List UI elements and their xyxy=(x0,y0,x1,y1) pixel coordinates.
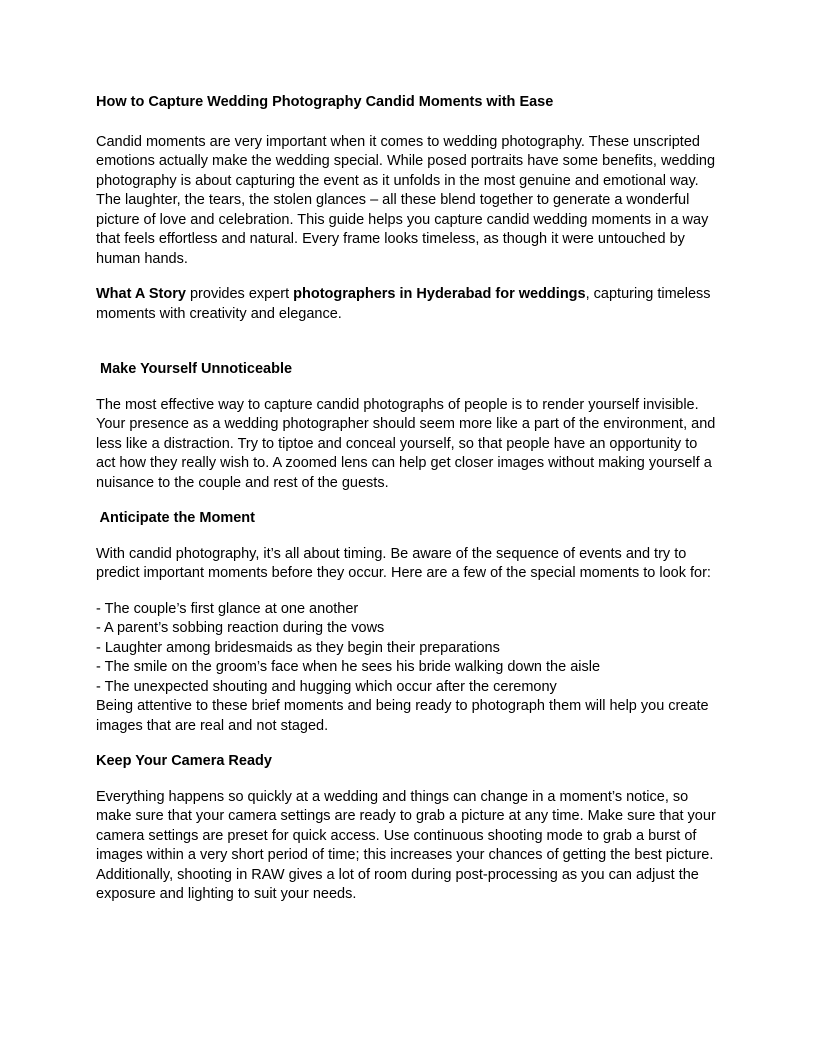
document-title: How to Capture Wedding Photography Candid Moments with Ease xyxy=(96,94,554,110)
moments-list xyxy=(96,600,720,698)
promo-text-1: provides expert xyxy=(185,286,294,302)
brand-name: What A Story xyxy=(96,286,186,302)
list-item: - The unexpected shouting and hugging which occur after the ceremony xyxy=(96,678,557,695)
list-item: - The smile on the groom’s face when he sees his bride walking down the aisle xyxy=(96,659,601,675)
section-body-camera-ready: Everything happens so quickly at a wedding and things can change in a moment’s notice, so make sure that your camera settings are ready to grab a picture at any time. Make sure that your camera settings are preset for quick access. Use continuous shooting mode to grab a burst of images within a very short period of time; this increases your chances of getting the best picture. Additionally, shooting in RAW gives a lot of room during post-processing as you can adjust the exposure and lighting to suit your needs. xyxy=(96,788,716,902)
section-heading-camera-ready: Keep Your Camera Ready xyxy=(96,753,272,769)
document-page xyxy=(96,93,720,921)
spacer xyxy=(96,340,720,360)
list-item: - Laughter among bridesmaids as they begin their preparations xyxy=(96,639,500,656)
list-item: - A parent’s sobbing reaction during the vows xyxy=(96,620,385,636)
promo-link: photographers in Hyderabad for weddings xyxy=(293,286,586,302)
section-heading-unnoticeable: Make Yourself Unnoticeable xyxy=(96,361,293,377)
section-closing-anticipate: Being attentive to these brief moments and being ready to photograph them will help you create images that are real and not staged. xyxy=(96,698,709,734)
promo-paragraph xyxy=(96,285,720,324)
promo-text-2: , capturing timeless moments with creativity and elegance. xyxy=(96,286,711,322)
list-item: - The couple’s first glance at one another xyxy=(96,600,359,617)
section-body-unnoticeable: The most effective way to capture candid photographs of people is to render yourself invisible. Your presence as a wedding photographer should seem more like a part of the environment, and less like a distraction. Try to tiptoe and conceal yourself, so that people have an opportunity to act how they really wish to. A zoomed lens can help get closer images without making yourself a nuisance to the couple and rest of the guests. xyxy=(96,396,716,491)
intro-paragraph: Candid moments are very important when it comes to wedding photography. These unscripted emotions actually make the wedding special. While posed portraits have some benefits, wedding photography is about capturing the event as it unfolds in the most genuine and emotional way. The laughter, the tears, the stolen glances – all these blend together to generate a wonderful picture of love and celebration. This guide helps you capture candid wedding moments in a way that feels effortless and natural. Every frame looks timeless, as though it were untouched by human hands. xyxy=(96,133,716,267)
section-body-anticipate: With candid photography, it’s all about timing. Be aware of the sequence of events and try to predict important moments before they occur. Here are a few of the special moments to look for: xyxy=(96,545,711,581)
section-heading-anticipate: Anticipate the Moment xyxy=(96,510,255,526)
